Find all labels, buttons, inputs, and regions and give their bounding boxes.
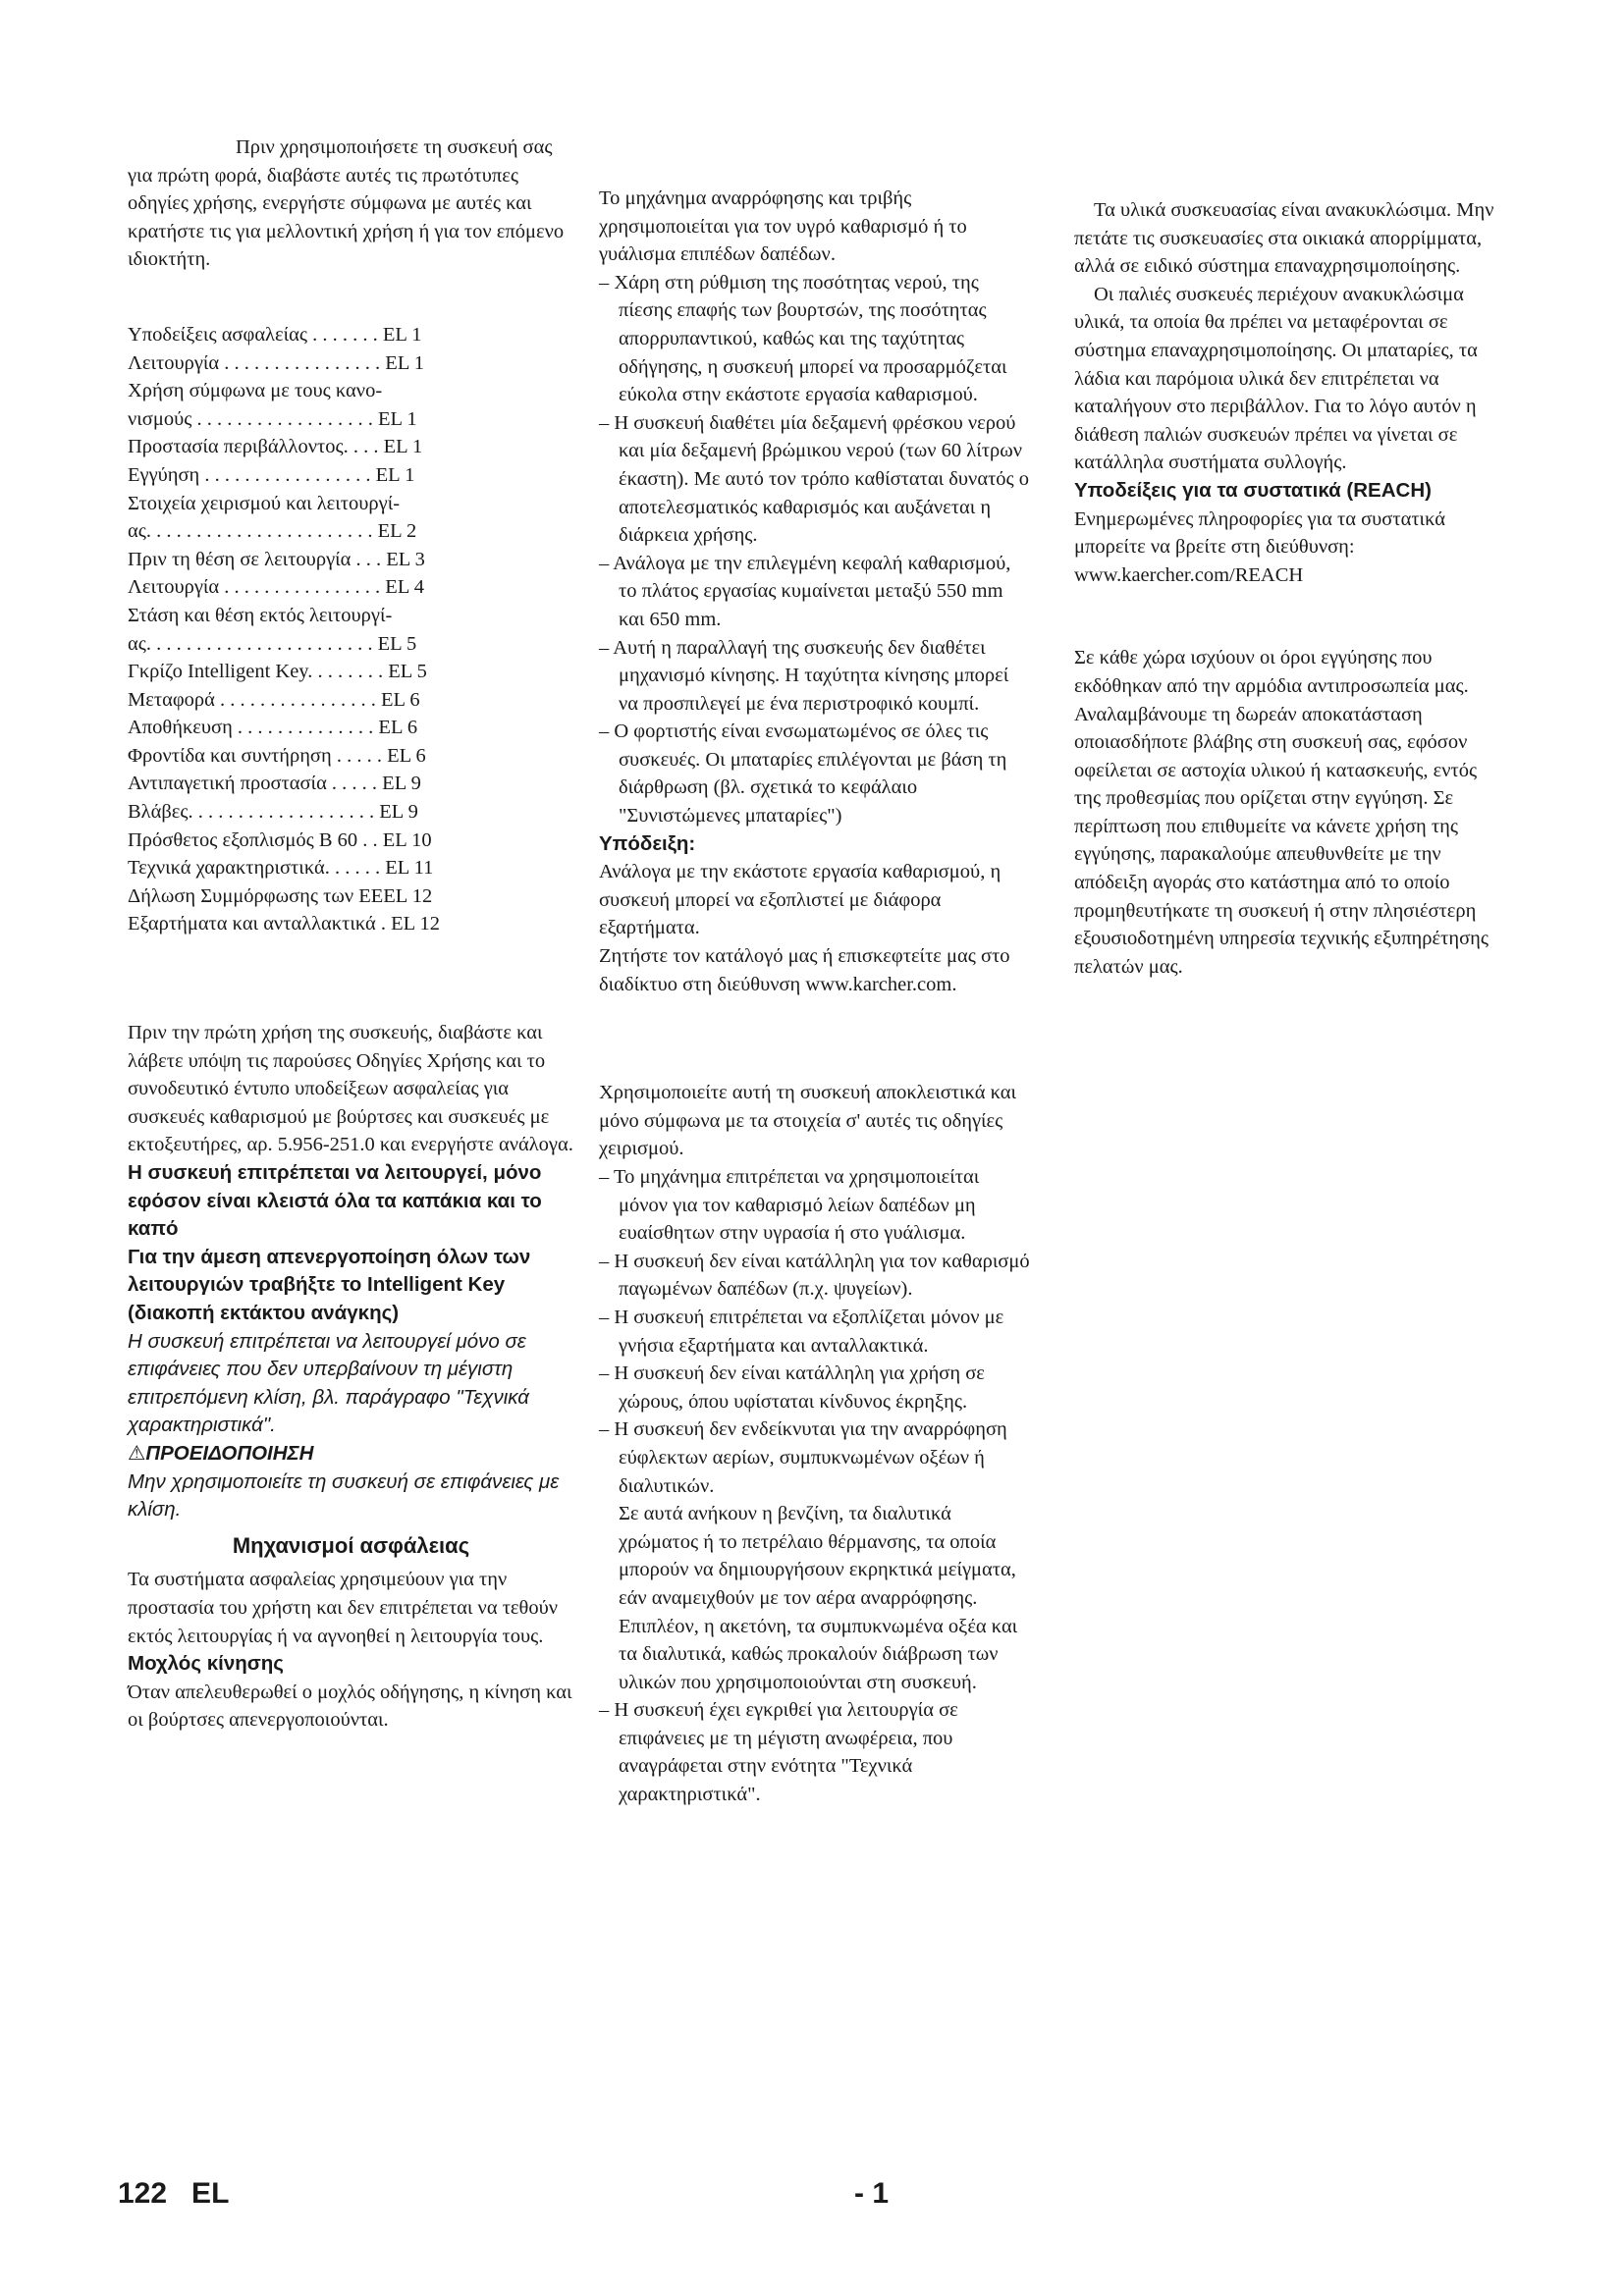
reach-text: Ενημερωμένες πληροφορίες για τα συστατικά μπορείτε να βρείτε στη διεύθυνση: www.kaercher.com/REACH: [1074, 507, 1445, 586]
toc-line: Στάση και θέση εκτός λειτουργί-: [128, 604, 393, 626]
safety-bold-emergency: Για την άμεση απενεργοποίηση όλων των λειτουργιών τραβήξτε το Intelligent Key (διακοπή εκτάκτου ανάγκης): [128, 1245, 531, 1324]
list-item: – Ανάλογα με την επιλεγμένη κεφαλή καθαρισμού, το πλάτος εργασίας κυμαίνεται μεταξύ 550 mm και 650 mm.: [599, 552, 1011, 630]
column-middle: [599, 185, 1031, 1809]
toc-line: ας. . . . . . . . . . . . . . . . . . . . . . . EL 5: [128, 632, 417, 655]
toc-line: Βλάβες. . . . . . . . . . . . . . . . . . . EL 9: [128, 801, 418, 824]
environment-packaging-text: Τα υλικά συσκευασίας είναι ανακυκλώσιμα. Μην πετάτε τις συσκευασίες στα οικιακά απορρίμματα, αλλά σε ειδικό σύστημα επαναχρησιμοποίησης.: [1074, 199, 1494, 278]
toc-line: Γκρίζο Intelligent Key. . . . . . . . EL 5: [128, 661, 427, 683]
safety-intro: Πριν την πρώτη χρήση της συσκευής, διαβάστε και λάβετε υπόψη τις παρούσες Οδηγίες Χρήσης και το συνοδευτικό έντυπο υποδείξεων ασφαλείας για συσκευές καθαρισμού με βούρτσες και συσκευές με εκτοξευτήρες, αρ. 5.956-251.0 και ενεργήστε ανάλογα.: [128, 1022, 573, 1156]
safety-mechanisms-text: Τα συστήματα ασφαλείας χρησιμεύουν για την προστασία του χρήστη και δεν επιτρέπεται να τεθούν εκτός λειτουργίας ή να αγνοηθεί η λειτουργία τους.: [128, 1569, 559, 1647]
list-item: – Η συσκευή έχει εγκριθεί για λειτουργία σε επιφάνειες με τη μέγιστη ανωφέρεια, που αναγράφεται στην ενότητα "Τεχνικά χαρακτηριστικά".: [599, 1699, 958, 1806]
intended-use-intro: Χρησιμοποιείτε αυτή τη συσκευή αποκλειστικά και μόνο σύμφωνα με τα στοιχεία σ' αυτές τις οδηγίες χειρισμού.: [599, 1082, 1016, 1160]
toc-line: ας. . . . . . . . . . . . . . . . . . . . . . . EL 2: [128, 520, 417, 543]
warning-heading: [128, 1440, 574, 1468]
toc-line: Αποθήκευση . . . . . . . . . . . . . . EL 6: [128, 717, 418, 739]
intended-use-extra: Σε αυτά ανήκουν η βενζίνη, τα διαλυτικά χρώματος ή το πετρέλαιο θέρμανσης, τα οποία μπορούν να δημιουργήσουν εκρηκτικά μείγματα, εάν αναμειχθούν με τον αέρα αναρρόφησης. Επιπλέον, η ακετόνη, τα συμπυκνωμένα οξέα και τα διαλυτικά, καθώς προκαλούν διάβρωση των υλικών που χρησιμοποιούνται στη συσκευή.: [619, 1503, 1018, 1693]
toc-line: Μεταφορά . . . . . . . . . . . . . . . . EL 6: [128, 688, 420, 711]
warning-text: Μην χρησιμοποιείτε τη συσκευή σε επιφάνειες με κλίση.: [128, 1469, 560, 1522]
intended-use-list: [599, 1163, 1031, 1500]
reach-heading: Υποδείξεις για τα συστατικά (REACH): [1074, 478, 1432, 502]
list-item: – Η συσκευή δεν είναι κατάλληλη για χρήση σε χώρους, όπου υφίσταται κίνδυνος έκρηξης.: [599, 1362, 985, 1413]
function-intro: Το μηχάνημα αναρρόφησης και τριβής χρησιμοποιείται για τον υγρό καθαρισμό ή το γυάλισμα επιπέδων δαπέδων.: [599, 187, 967, 266]
page-footer-number: - 1: [854, 2177, 890, 2210]
toc-line: Χρήση σύμφωνα με τους κανο-: [128, 380, 383, 402]
list-item: – Χάρη στη ρύθμιση της ποσότητας νερού, της πίεσης επαφής των βουρτσών, της ποσότητας απορρυπαντικού, καθώς και της ταχύτητας οδήγησης, η συσκευή μπορεί να προσαρμόζεται εύκολα στην εκάστοτε εργασία καθαρισμού.: [599, 271, 1007, 406]
toc-line: Τεχνικά χαρακτηριστικά. . . . . . EL 11: [128, 857, 434, 880]
toc-line: Στοιχεία χειρισμού και λειτουργί-: [128, 492, 401, 514]
section-title-safety-mechanisms: Μηχανισμοί ασφάλειας: [232, 1532, 470, 1558]
list-item: – Το μηχάνημα επιτρέπεται να χρησιμοποιείται μόνον για τον καθαρισμό λείων δαπέδων μη ευαίσθητων στην υγρασία ή στο γυάλισμα.: [599, 1166, 980, 1245]
list-item: – Ο φορτιστής είναι ενσωματωμένος σε όλες τις συσκευές. Οι μπαταρίες επιλέγονται με βάση τη διάρθρωση (βλ. σχετικά το κεφάλαιο "Συνιστώμενες μπαταρίες"): [599, 721, 1007, 828]
page-footer-label: 122 EL: [118, 2177, 230, 2210]
toc-line: Φροντίδα και συντήρηση . . . . . EL 6: [128, 744, 426, 767]
intro-paragraph: Πριν χρησιμοποιήσετε τη συσκευή σας για πρώτη φορά, διαβάστε αυτές τις πρωτότυπες οδηγίες χρήσης, ενεργήστε σύμφωνα με αυτές και κρατήστε τις για μελλοντική χρήση ή για τον επόμενο ιδιοκτήτη.: [128, 136, 565, 271]
toc-line: Πριν τη θέση σε λειτουργία . . . EL 3: [128, 548, 425, 570]
list-item: – Η συσκευή επιτρέπεται να εξοπλίζεται μόνον με γνήσια εξαρτήματα και ανταλλακτικά.: [599, 1306, 1004, 1357]
toc-line: νισμούς . . . . . . . . . . . . . . . . . . EL 1: [128, 407, 417, 430]
list-item: – Η συσκευή δεν είναι κατάλληλη για τον καθαρισμό παγωμένων δαπέδων (π.χ. ψυγείων).: [599, 1250, 1030, 1301]
safety-bold-lids: Η συσκευή επιτρέπεται να λειτουργεί, μόνο εφόσον είναι κλειστά όλα τα καπάκια και το καπό: [128, 1161, 542, 1241]
list-item: – Αυτή η παραλλαγή της συσκευής δεν διαθέτει μηχανισμό κίνησης. Η ταχύτητα κίνησης μπορεί να προσπιλεγεί με ένα περιστροφικό κουμπί.: [599, 636, 1009, 715]
hint-text-accessories: Ανάλογα με την εκάστοτε εργασία καθαρισμού, η συσκευή μπορεί να εξοπλιστεί με διάφορα εξαρτήματα.: [599, 861, 1001, 939]
warning-triangle-icon: ⚠: [128, 1441, 146, 1465]
function-list: [599, 269, 1031, 830]
toc-line: Εγγύηση . . . . . . . . . . . . . . . . . EL 1: [128, 463, 415, 486]
lever-text: Όταν απελευθερωθεί ο μοχλός οδήγησης, η κίνηση και οι βούρτσες απενεργοποιούνται.: [128, 1681, 572, 1732]
warranty-text: Σε κάθε χώρα ισχύουν οι όροι εγγύησης που εκδόθηκαν από την αρμόδια αντιπροσωπεία μας. Αναλαμβάνουμε τη δωρεάν αποκατάσταση οποιασδήποτε βλάβης στη συσκευή σας, εφόσον οφείλεται σε αστοχία υλικού ή κατασκευής, εντός της προθεσμίας που ορίζεται στην εγγύηση. Σε περίπτωση που επιθυμείτε να κάνετε χρήση της εγγύησης, παρακαλούμε απευθυνθείτε με την απόδειξη αγοράς στο κατάστημα από το οποίο προμηθευτήκατε τη συσκευή ή στην πλησιέστερη εξουσιοδοτημένη υπηρεσία τεχνικής εξυπηρέτησης πελατών μας.: [1074, 647, 1489, 978]
toc-line: Αντιπαγετική προστασία . . . . . EL 9: [128, 773, 421, 795]
hint-text-catalog: Ζητήστε τον κατάλογό μας ή επισκεφτείτε μας στο διαδίκτυο στη διεύθυνση www.karcher.com.: [599, 945, 1010, 995]
hint-heading: Υπόδειξη:: [599, 831, 696, 855]
lever-heading: Μοχλός κίνησης: [128, 1652, 284, 1676]
intended-use-list-last: [599, 1696, 1031, 1808]
toc-line: Υποδείξεις ασφαλείας . . . . . . . EL 1: [128, 323, 422, 346]
list-item: – Η συσκευή δεν ενδείκνυται για την αναρρόφηση εύφλεκτων αερίων, συμπυκνωμένων οξέων ή διαλυτικών.: [599, 1418, 1007, 1497]
column-right: [1074, 196, 1496, 981]
toc-line: Πρόσθετος εξοπλισμός B 60 . . EL 10: [128, 828, 432, 851]
table-of-contents: [128, 321, 574, 938]
toc-line: Λειτουργία . . . . . . . . . . . . . . . . EL 1: [128, 351, 424, 374]
toc-line: Λειτουργία . . . . . . . . . . . . . . . . EL 4: [128, 576, 424, 599]
environment-old-devices-text: Οι παλιές συσκευές περιέχουν ανακυκλώσιμα υλικά, τα οποία θα πρέπει να μεταφέρονται σε σύστημα επαναχρησιμοποίησης. Οι μπαταρίες, τα λάδια και παρόμοια υλικά δεν επιτρέπεται να καταλήγουν στο περιβάλλον. Για το λόγο αυτόν η διάθεση παλιών συσκευών πρέπει να γίνεται σε κατάλληλα συστήματα συλλογής.: [1074, 283, 1478, 474]
safety-italic-slope: Η συσκευή επιτρέπεται να λειτουργεί μόνο σε επιφάνειες που δεν υπερβαίνουν τη μέγιστη επιτρεπόμενη κλίση, βλ. παράγραφο "Τεχνικά χαρακτηριστικά".: [128, 1329, 529, 1437]
toc-line: Εξαρτήματα και ανταλλακτικά . EL 12: [128, 913, 441, 935]
list-item: – Η συσκευή διαθέτει μία δεξαμενή φρέσκου νερού και μία δεξαμενή βρώμικου νερού (των 60 λίτρων έκαστη). Με αυτό τον τρόπο καθίσταται δυνατός ο αποτελεσματικός καθαρισμός και αυξάνεται η διάρκεια χρήσης.: [599, 411, 1030, 547]
column-left: [128, 133, 574, 1735]
toc-line: Προστασία περιβάλλοντος. . . . EL 1: [128, 436, 423, 458]
warning-label: ΠΡΟΕΙΔΟΠΟΙΗΣΗ: [145, 1441, 314, 1465]
toc-line: Δήλωση Συμμόρφωσης των ΕΕEL 12: [128, 884, 433, 907]
